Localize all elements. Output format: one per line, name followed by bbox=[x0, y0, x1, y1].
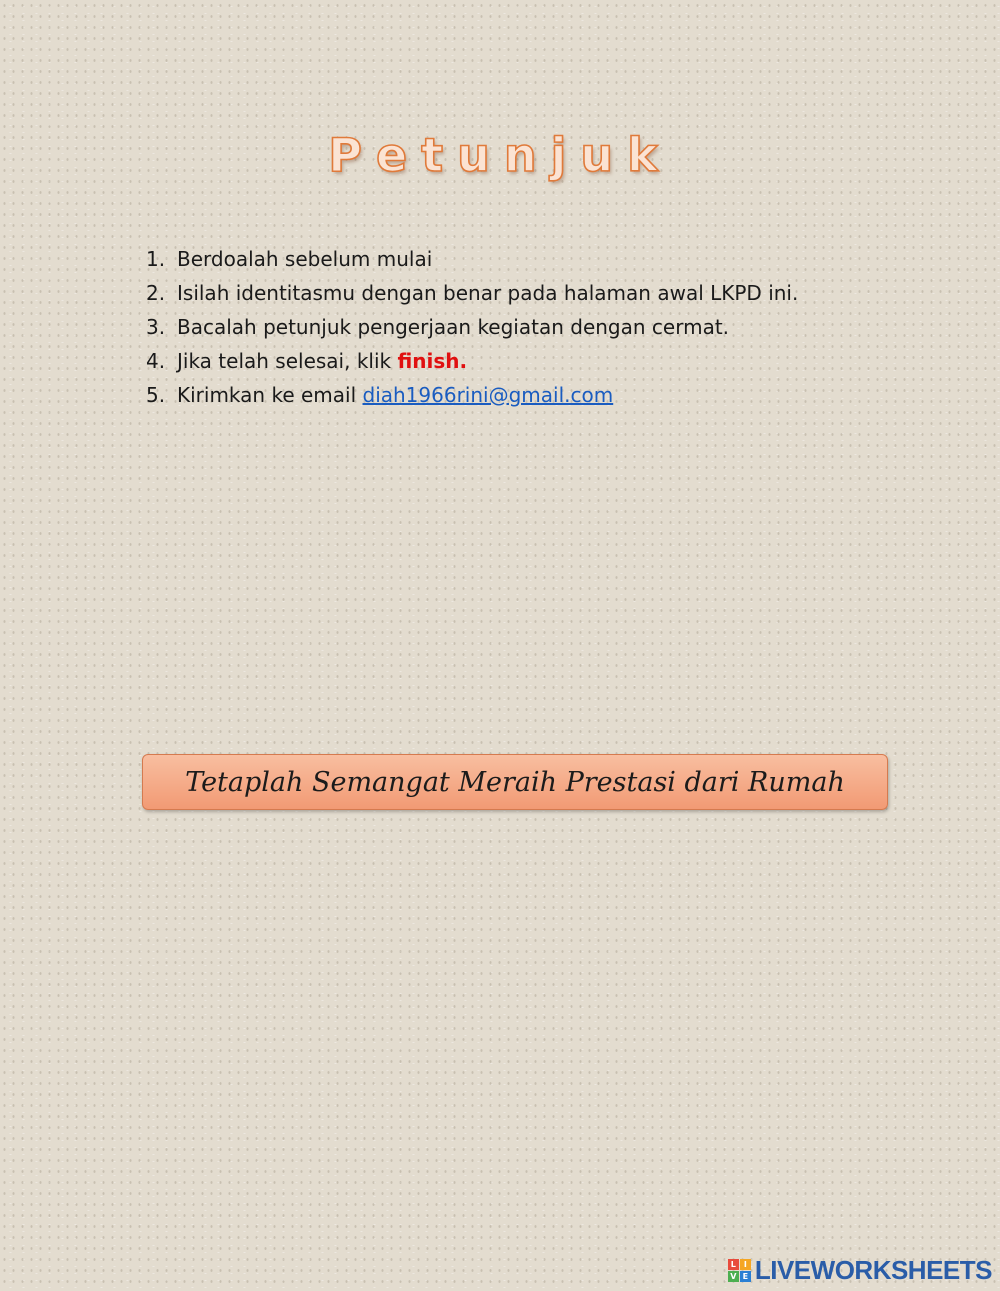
logo-letter: I bbox=[740, 1259, 751, 1270]
finish-highlight: finish. bbox=[397, 349, 468, 373]
item-number: 3. bbox=[146, 315, 166, 339]
item-number: 4. bbox=[146, 349, 166, 373]
item-number: 1. bbox=[146, 247, 166, 271]
logo-letter: L bbox=[728, 1259, 739, 1270]
item-text: Bacalah petunjuk pengerjaan kegiatan dengan cermat. bbox=[177, 315, 730, 339]
item-text: Berdoalah sebelum mulai bbox=[177, 247, 433, 271]
list-item bbox=[146, 344, 946, 378]
list-item bbox=[146, 310, 946, 344]
item-text: Isilah identitasmu dengan benar pada halaman awal LKPD ini. bbox=[177, 281, 799, 305]
item-text: Kirimkan ke email bbox=[177, 383, 363, 407]
logo-text: LIVEWORKSHEETS bbox=[754, 1254, 992, 1285]
page-title: Petunjuk bbox=[328, 128, 672, 182]
item-number: 2. bbox=[146, 281, 166, 305]
email-link[interactable]: diah1966rini@gmail.com bbox=[362, 383, 614, 407]
live-icon bbox=[728, 1259, 751, 1282]
liveworksheets-logo[interactable] bbox=[728, 1256, 992, 1284]
banner-text: Tetaplah Semangat Meraih Prestasi dari Rumah bbox=[185, 766, 845, 798]
motivation-banner bbox=[142, 754, 888, 810]
list-item bbox=[146, 378, 946, 412]
list-item bbox=[146, 242, 946, 276]
list-item bbox=[146, 276, 946, 310]
item-text: Jika telah selesai, klik bbox=[177, 349, 398, 373]
logo-letter: E bbox=[740, 1271, 751, 1282]
instruction-list bbox=[146, 242, 946, 412]
item-number: 5. bbox=[146, 383, 166, 407]
logo-letter: V bbox=[728, 1271, 739, 1282]
